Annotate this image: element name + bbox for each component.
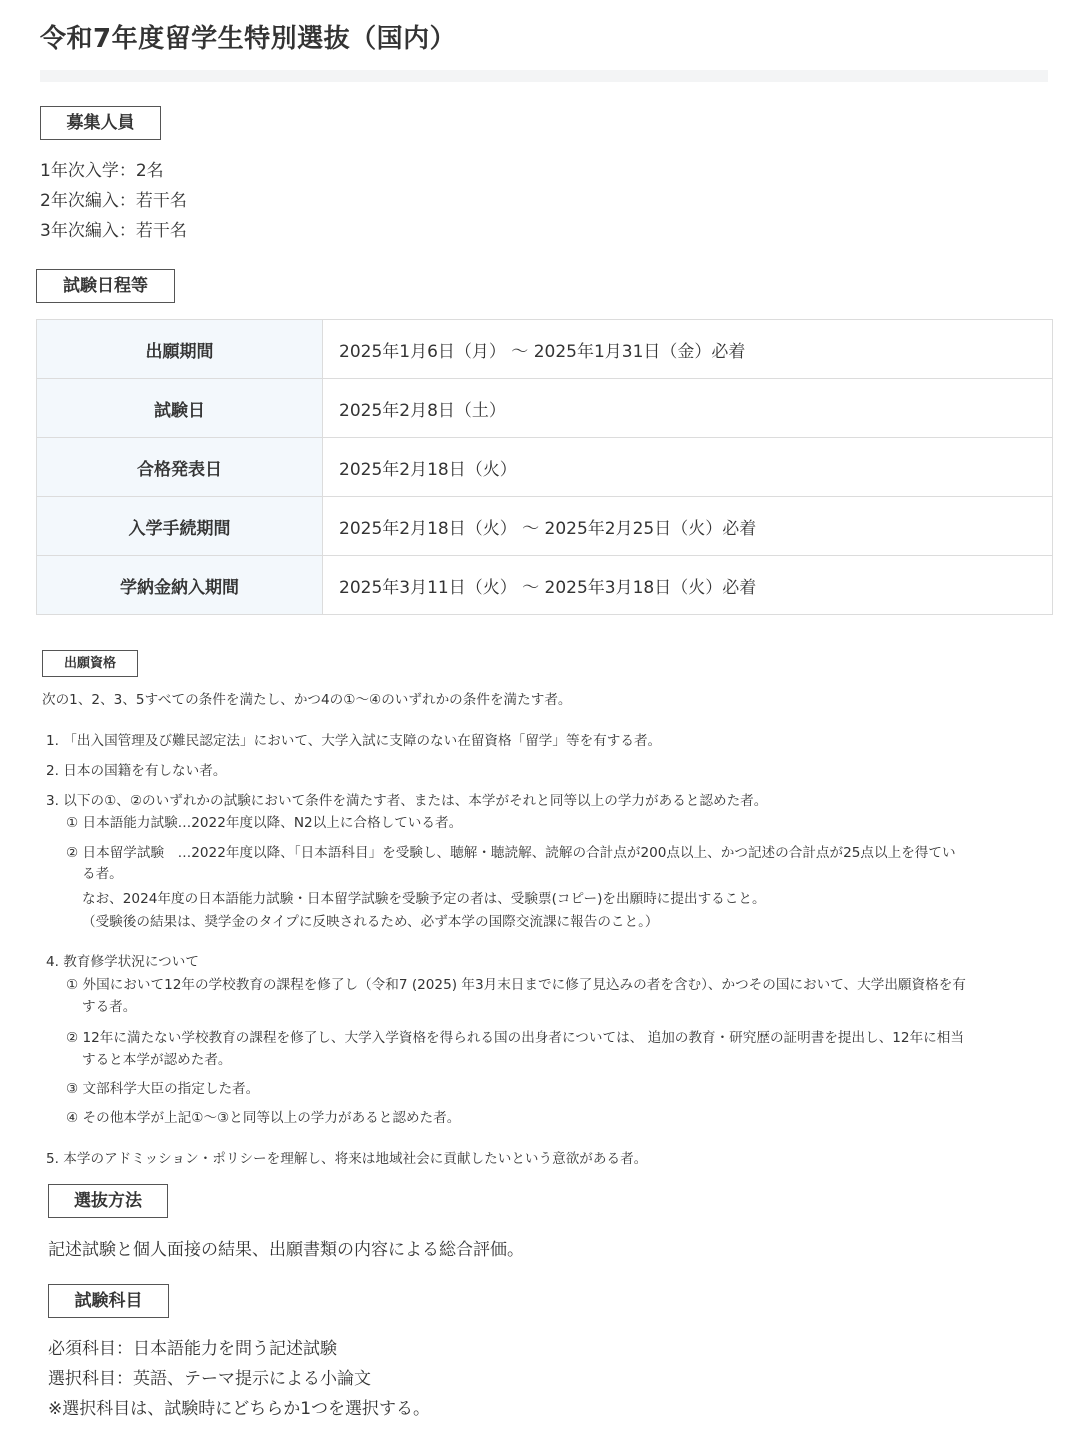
list-subitem: ① 外国において12年の学校教育の課程を修了し（令和7 (2025) 年3月末日までに修了見込みの者を含む）、かつその国において、大学出願資格を有 [66, 977, 966, 993]
subject-line: 必須科目：日本語能力を問う記述試験 [48, 1339, 337, 1359]
schedule-label: 学納金納入期間 [37, 556, 323, 615]
schedule-value: 2025年2月18日（火） [323, 438, 1053, 497]
list-item: 5. 本学のアドミッション・ポリシーを理解し、将来は地域社会に貢献したいという意欲がある者。 [46, 1151, 648, 1167]
list-item: 1. 「出入国管理及び難民認定法」において、大学入試に支障のない在留資格「留学」等を有する者。 [46, 733, 662, 749]
schedule-value: 2025年3月11日（火） ～ 2025年3月18日（火）必着 [323, 556, 1053, 615]
schedule-value: 2025年2月18日（火） ～ 2025年2月25日（火）必着 [323, 497, 1053, 556]
subjects-list [48, 1334, 430, 1424]
list-subitem: ② 日本留学試験 …2022年度以降、「日本語科目」を受験し、聴解・聴読解、読解の合計点が200点以上、かつ記述の合計点が25点以上を得てい [66, 845, 956, 861]
table-row [37, 497, 1053, 556]
subject-line: ※選択科目は、試験時にどちらか1つを選択する。 [48, 1399, 431, 1419]
schedule-value: 2025年2月8日（土） [323, 379, 1053, 438]
schedule-label: 出願期間 [37, 320, 323, 379]
list-subitem-cont: る者。 [82, 866, 123, 882]
recruit-list [40, 156, 187, 246]
selection-text: 記述試験と個人面接の結果、出願書類の内容による総合評価。 [48, 1240, 524, 1260]
list-subitem: ② 12年に満たない学校教育の課程を修了し、大学入学資格を得られる国の出身者については、 追加の教育・研究歴の証明書を提出し、12年に相当 [66, 1030, 964, 1046]
recruit-heading: 募集人員 [40, 106, 161, 140]
list-subitem: ③ 文部科学大臣の指定した者。 [66, 1081, 260, 1097]
schedule-label: 試験日 [37, 379, 323, 438]
recruit-line: 1年次入学：2名 [40, 161, 164, 181]
list-subitem: ① 日本語能力試験…2022年度以降、N2以上に合格している者。 [66, 815, 463, 831]
list-subitem: ④ その他本学が上記①～③と同等以上の学力があると認めた者。 [66, 1110, 461, 1126]
recruit-line: 2年次編入：若干名 [40, 191, 187, 211]
eligibility-intro: 次の1、2、3、5すべての条件を満たし、かつ4の①～④のいずれかの条件を満たす者。 [42, 692, 572, 708]
schedule-table [36, 319, 1053, 615]
schedule-label: 合格発表日 [37, 438, 323, 497]
schedule-value: 2025年1月6日（月） ～ 2025年1月31日（金）必着 [323, 320, 1053, 379]
list-subitem-cont: すると本学が認めた者。 [82, 1052, 232, 1068]
page-title: 令和7年度留学生特別選抜（国内） [40, 24, 457, 54]
list-subitem-cont: する者。 [82, 999, 137, 1015]
table-row [37, 379, 1053, 438]
list-item: 2. 日本の国籍を有しない者。 [46, 763, 227, 779]
table-row [37, 438, 1053, 497]
list-note: なお、2024年度の日本語能力試験・日本留学試験を受験予定の者は、受験票(コピー)を出願時に提出すること。 [82, 891, 766, 907]
schedule-label: 入学手続期間 [37, 497, 323, 556]
title-divider [40, 70, 1048, 82]
schedule-heading: 試験日程等 [36, 269, 175, 303]
eligibility-heading: 出願資格 [42, 650, 138, 677]
recruit-line: 3年次編入：若干名 [40, 221, 187, 241]
list-item: 4. 教育修学状況について [46, 954, 199, 970]
selection-heading: 選抜方法 [48, 1184, 168, 1218]
subject-line: 選択科目：英語、テーマ提示による小論文 [48, 1369, 371, 1389]
table-row [37, 556, 1053, 615]
list-note: （受験後の結果は、奨学金のタイプに反映されるため、必ず本学の国際交流課に報告のこと。） [82, 914, 659, 930]
table-row [37, 320, 1053, 379]
subjects-heading: 試験科目 [48, 1284, 169, 1318]
list-item: 3. 以下の①、②のいずれかの試験において条件を満たす者、または、本学がそれと同等以上の学力があると認めた者。 [46, 793, 768, 809]
